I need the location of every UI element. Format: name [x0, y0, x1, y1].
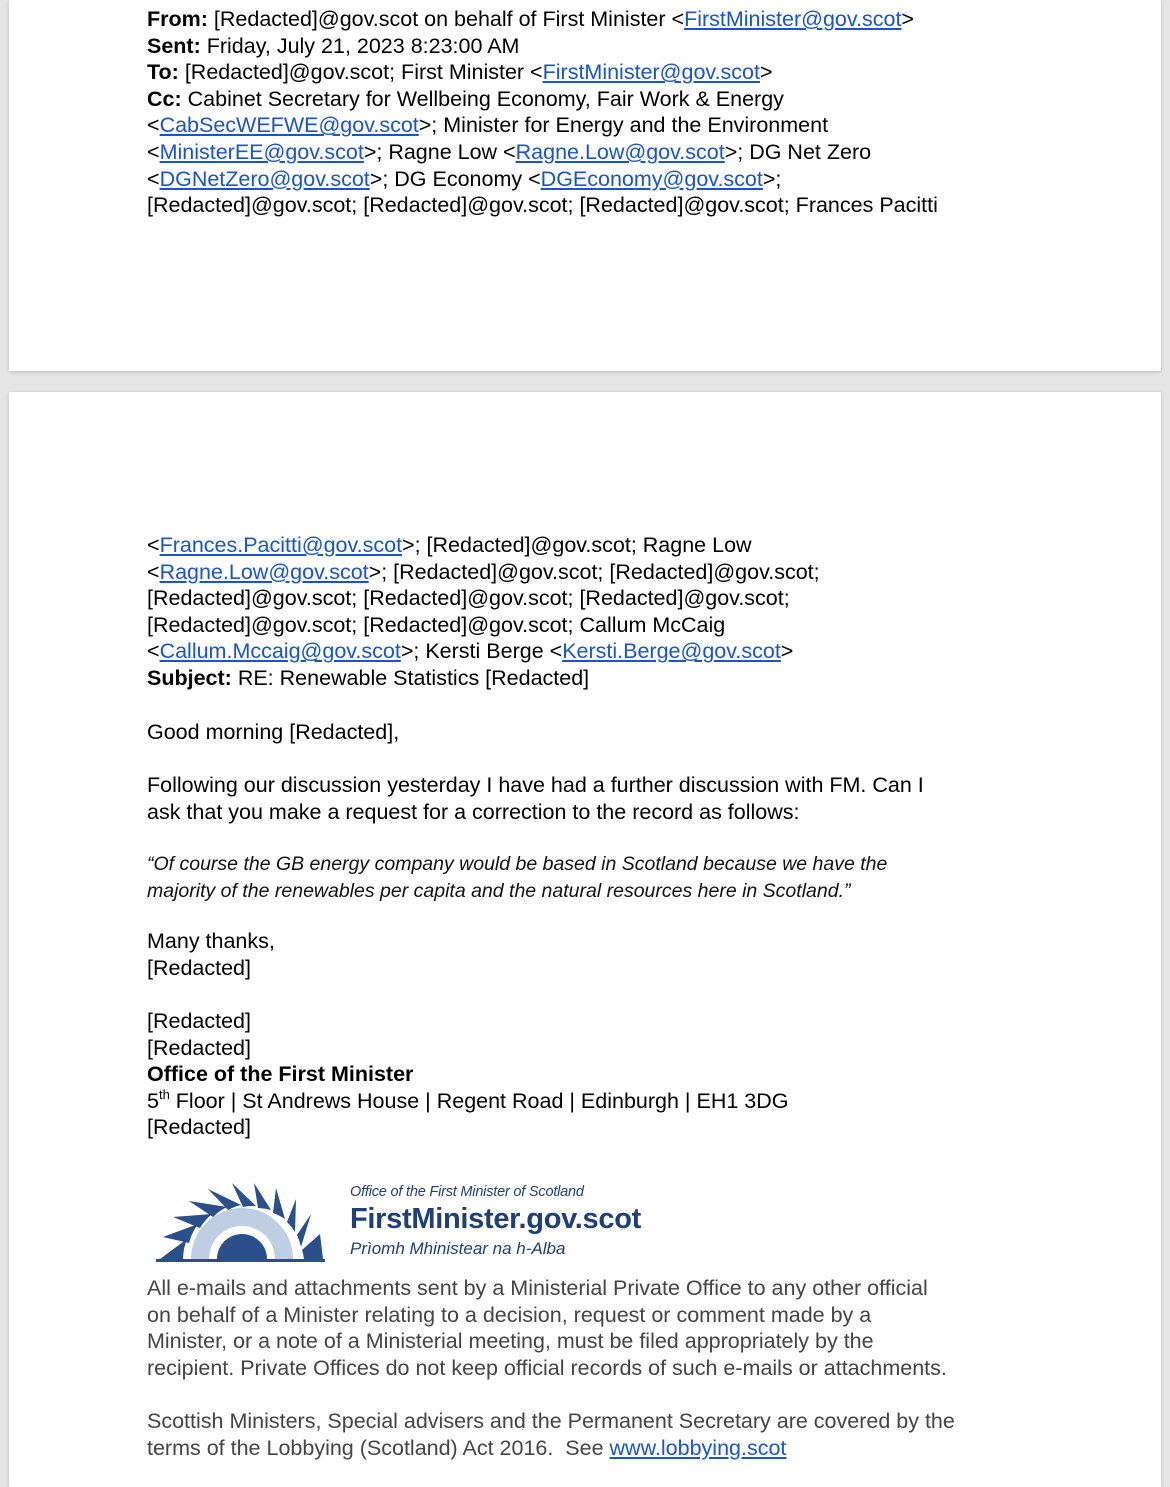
disclaimer-line: All e-mails and attachments sent by a Ministerial Private Office to any other official — [147, 1276, 928, 1300]
cc-p2-line-3: [Redacted]@gov.scot; [Redacted]@gov.scot; [Redacted]@gov.scot; — [147, 586, 790, 611]
ragne-low-email-link[interactable]: Ragne.Low@gov.scot — [515, 139, 725, 164]
subject-value: RE: Renewable Statistics [Redacted] — [237, 665, 590, 690]
floor-num: 5 — [147, 1088, 159, 1113]
cc-text: >; Minister for Energy and the Environment — [418, 113, 829, 138]
thanks-text: Many thanks, — [147, 929, 275, 953]
signature-block — [147, 1008, 1127, 1141]
ministeree-email-link[interactable]: MinisterEE@gov.scot — [159, 139, 364, 164]
office-address — [147, 1088, 1127, 1115]
cc-p2-line-1 — [147, 532, 1127, 559]
office-label: Office of the First Minister — [147, 1062, 414, 1087]
cc-text: >; DG Net Zero — [724, 139, 872, 164]
cc-text: >; [Redacted]@gov.scot; [Redacted]@gov.scot; — [368, 559, 820, 584]
quote-block — [147, 851, 1127, 904]
sender-name: [Redacted] — [147, 955, 251, 980]
lobbying-link[interactable]: www.lobbying.scot — [609, 1435, 787, 1460]
dgnetzero-email-link[interactable]: DGNetZero@gov.scot — [159, 166, 370, 191]
quote-line: “Of course the GB energy company would be based in Scotland because we have the — [147, 853, 888, 875]
from-email-link[interactable]: FirstMinister@gov.scot — [684, 7, 902, 31]
lobbying-line-2 — [147, 1435, 1127, 1462]
document-page-2 — [9, 392, 1161, 1487]
office-name — [147, 1061, 1127, 1088]
from-line — [147, 6, 1127, 33]
lobbying-text: terms of the Lobbying (Scotland) Act 2016. See — [147, 1435, 610, 1460]
lt: < — [147, 559, 160, 584]
ragne-low-email-link-2[interactable]: Ragne.Low@gov.scot — [159, 559, 369, 584]
disclaimer-line: on behalf of a Minister relating to a decision, request or comment made by a — [147, 1302, 872, 1327]
lt: < — [147, 166, 160, 191]
address-rest: Floor | St Andrews House | Regent Road | Edinburgh | EH1 3DG — [169, 1088, 789, 1113]
cc-p2-line-2 — [147, 559, 1127, 586]
document-page-1 — [9, 0, 1161, 371]
lt: < — [147, 113, 160, 138]
email-header-continued — [147, 532, 1127, 692]
sent-line — [147, 33, 1127, 60]
to-email-link[interactable]: FirstMinister@gov.scot — [542, 60, 760, 85]
cc-p2-line-4: [Redacted]@gov.scot; [Redacted]@gov.scot; Callum McCaig — [147, 612, 726, 637]
disclaimer-line: Minister, or a note of a Ministerial meeting, must be filed appropriately by the — [147, 1329, 874, 1354]
cc-text: >; Ragne Low < — [363, 139, 516, 164]
cc-line-4 — [147, 166, 1127, 193]
disclaimer — [147, 1275, 1127, 1381]
cc-p2-line-5 — [147, 638, 1127, 665]
body-paragraph — [147, 772, 1127, 825]
logo-gaelic-text: Prìomh Mhinistear na h-Alba — [350, 1239, 566, 1258]
to-label: To: — [147, 60, 179, 85]
sent-value: Friday, July 21, 2023 8:23:00 AM — [206, 33, 520, 58]
cc-text: >; [Redacted]@gov.scot; Ragne Low — [402, 533, 752, 557]
cc-text: >; — [762, 166, 782, 191]
to-line — [147, 59, 1127, 86]
greeting: Good morning [Redacted], — [147, 720, 400, 744]
paragraph-line: ask that you make a request for a correction to the record as follows: — [147, 799, 800, 824]
cc-value-1: Cabinet Secretary for Wellbeing Economy, Fair Work & Energy — [187, 86, 784, 111]
signature-name: [Redacted] — [147, 1009, 251, 1033]
to-end: > — [759, 60, 773, 85]
email-header-top — [147, 6, 1127, 219]
from-value: [Redacted]@gov.scot on behalf of First Minister < — [213, 7, 685, 31]
cc-line-5: [Redacted]@gov.scot; [Redacted]@gov.scot; [Redacted]@gov.scot; Frances Pacitti — [147, 193, 938, 218]
from-label: From: — [147, 7, 208, 31]
first-minister-logo — [153, 1177, 673, 1267]
sign-off — [147, 928, 1127, 981]
arch-emblem-icon — [153, 1177, 328, 1267]
lobbying-notice — [147, 1408, 1127, 1461]
cc-line-2 — [147, 112, 1127, 139]
from-end: > — [901, 7, 914, 31]
lobbying-line: Scottish Ministers, Special advisers and the Permanent Secretary are covered by the — [147, 1409, 955, 1433]
pacitti-email-link[interactable]: Frances.Pacitti@gov.scot — [159, 533, 403, 557]
subject-line — [147, 665, 1127, 692]
floor-sup: th — [158, 1086, 170, 1102]
cc-label: Cc: — [147, 86, 182, 111]
cc-line-3 — [147, 139, 1127, 166]
to-value: [Redacted]@gov.scot; First Minister < — [184, 60, 543, 85]
signature-title: [Redacted] — [147, 1035, 251, 1060]
logo-subtitle: Office of the First Minister of Scotland — [350, 1184, 584, 1200]
cc-text: >; Kersti Berge < — [400, 639, 563, 664]
lt: < — [147, 139, 160, 164]
paragraph-line: Following our discussion yesterday I have had a further discussion with FM. Can I — [147, 773, 924, 797]
dgeconomy-email-link[interactable]: DGEconomy@gov.scot — [540, 166, 763, 191]
disclaimer-line: recipient. Private Offices do not keep official records of such e-mails or attachments. — [147, 1355, 947, 1380]
cc-line-1 — [147, 86, 1127, 113]
sent-label: Sent: — [147, 33, 201, 58]
cc-text: >; DG Economy < — [369, 166, 541, 191]
lt: < — [147, 639, 160, 664]
mccaig-email-link[interactable]: Callum.Mccaig@gov.scot — [159, 639, 401, 664]
logo-main-text: FirstMinister.gov.scot — [350, 1203, 641, 1235]
signature-phone: [Redacted] — [147, 1115, 251, 1140]
lt: < — [147, 533, 160, 557]
cabsec-email-link[interactable]: CabSecWEFWE@gov.scot — [159, 113, 419, 138]
cc-text: > — [780, 639, 794, 664]
subject-label: Subject: — [147, 665, 232, 690]
berge-email-link[interactable]: Kersti.Berge@gov.scot — [562, 639, 781, 664]
quote-line: majority of the renewables per capita and the natural resources here in Scotland.” — [147, 879, 851, 902]
